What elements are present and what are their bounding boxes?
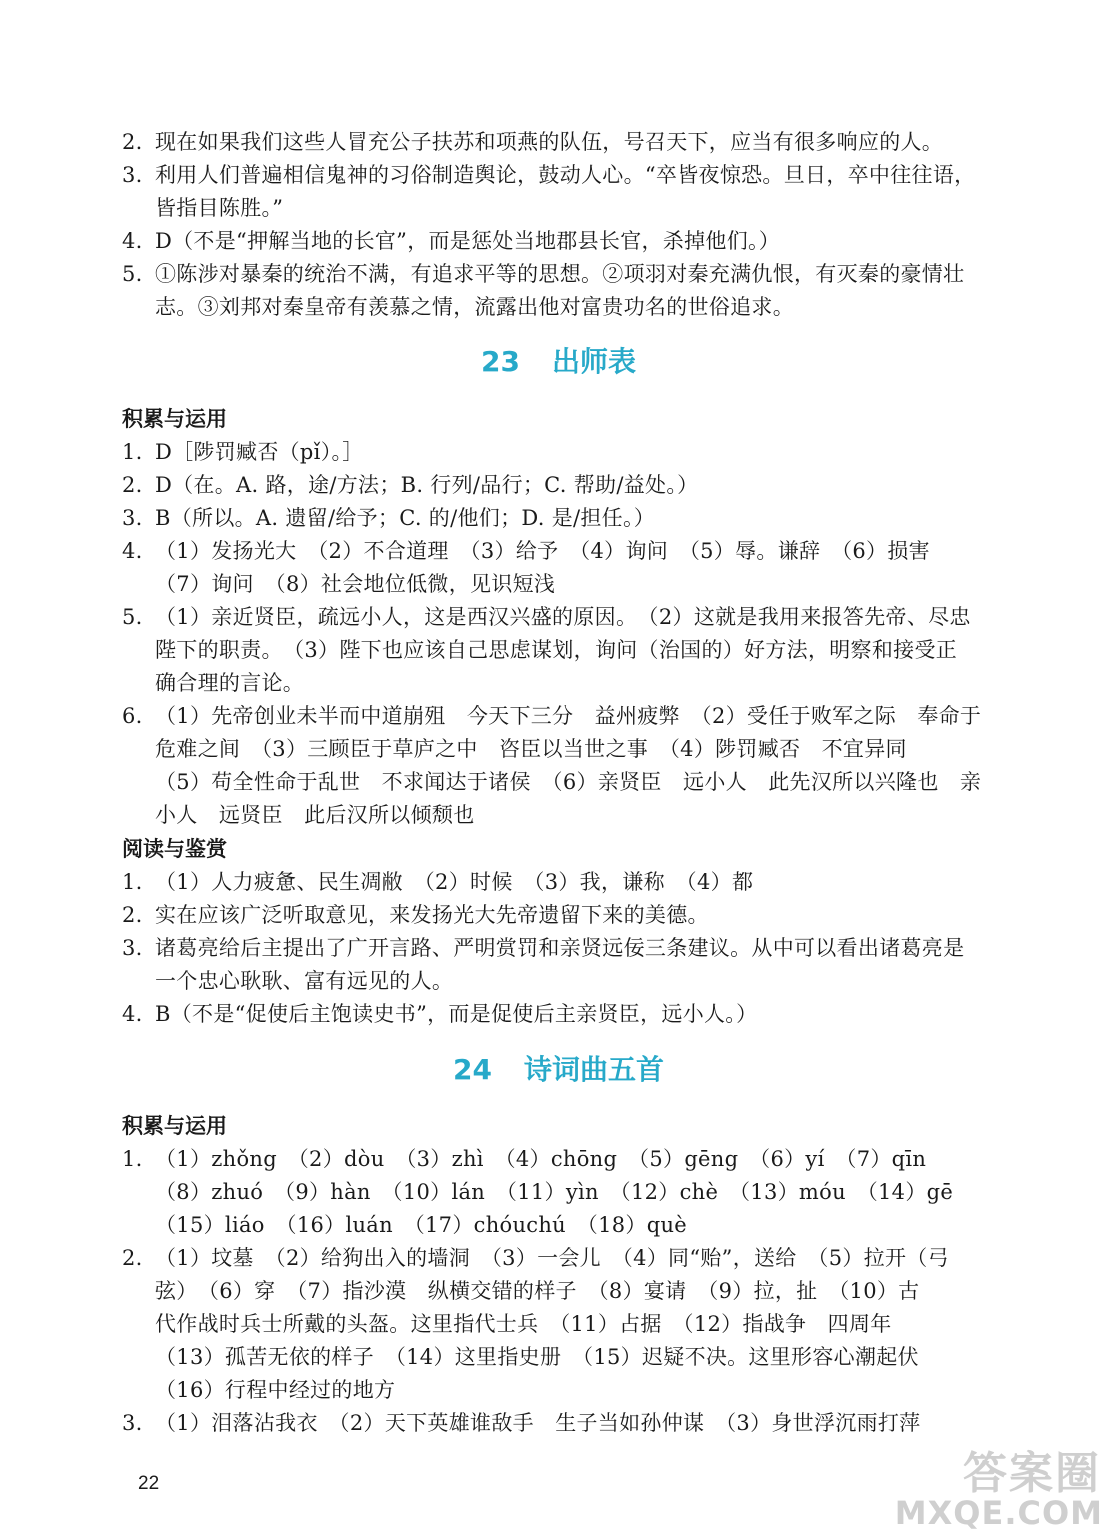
item-number: 5. xyxy=(122,605,143,629)
watermark-text: 答案圈 xyxy=(963,1448,1101,1499)
item-text: 弦） （6）穿 （7）指沙漠 纵横交错的样子 （8）宴请 （9）拉，扯 （10）古 xyxy=(155,1279,920,1303)
item-number: 4. xyxy=(122,229,143,253)
item-number: 2. xyxy=(122,1246,143,1270)
item-text: 小人 远贤臣 此后汉所以倾颓也 xyxy=(155,803,475,827)
item-text: （15）liáo （16）luán （17）chóuchú （18）què xyxy=(155,1213,688,1237)
item-number: 2. xyxy=(122,903,143,927)
item-text: 皆指目陈胜。” xyxy=(155,196,284,220)
item-text: （16）行程中经过的地方 xyxy=(155,1378,396,1402)
item-text: D（在。A. 路，途/方法；B. 行列/品行；C. 帮助/益处。） xyxy=(155,473,699,497)
item-text: 代作战时兵士所戴的头盔。这里指代士兵 （11）占据 （12）指战争 四周年 xyxy=(155,1312,892,1336)
item-text: 一个忠心耿耿、富有远见的人。 xyxy=(155,969,454,993)
item-number: 4. xyxy=(122,539,143,563)
item-text: （1）zhǒng （2）dòu （3）zhì （4）chōng （5）gēng （6）yí （7）qīn xyxy=(155,1147,927,1171)
item-number: 2. xyxy=(122,473,143,497)
item-number: 1. xyxy=(122,870,143,894)
section-subheading: 积累与运用 xyxy=(122,1114,227,1138)
item-text: B（所以。A. 遗留/给予；C. 的/他们；D. 是/担任。） xyxy=(155,506,656,530)
item-number: 3. xyxy=(122,936,143,960)
item-text: 实在应该广泛听取意见，来发扬光大先帝遗留下来的美德。 xyxy=(155,903,709,927)
item-text: （1）人力疲惫、民生凋敝 （2）时候 （3）我，谦称 （4）都 xyxy=(155,870,754,894)
item-text: 危难之间 （3）三顾臣于草庐之中 咨臣以当世之事 （4）陟罚臧否 不宜异同 xyxy=(155,737,907,761)
item-number: 3. xyxy=(122,506,143,530)
item-text: （13）孤苦无依的样子 （14）这里指史册 （15）迟疑不决。这里形容心潮起伏 xyxy=(155,1345,919,1369)
item-number: 3. xyxy=(122,163,143,187)
lesson-heading xyxy=(0,1050,1117,1090)
lesson-title: 诗词曲五首 xyxy=(523,1053,664,1086)
lesson-title: 出师表 xyxy=(551,345,636,378)
item-number: 1. xyxy=(122,1147,143,1171)
item-number: 5. xyxy=(122,262,143,286)
item-text: （1）坟墓 （2）给狗出入的墙洞 （3）一会儿 （4）同“贻”，送给 （5）拉开（弓 xyxy=(155,1246,949,1270)
item-text: 确合理的言论。 xyxy=(155,671,305,695)
item-text: （1）发扬光大 （2）不合道理 （3）给予 （4）询问 （5）辱。谦辞 （6）损害 xyxy=(155,539,930,563)
item-text: （1）亲近贤臣，疏远小人，这是西汉兴盛的原因。 （2）这就是我用来报答先帝、尽忠 xyxy=(155,605,971,629)
section-subheading: 积累与运用 xyxy=(122,407,227,431)
item-text: ①陈涉对暴秦的统治不满，有追求平等的思想。②项羽对秦充满仇恨，有灭秦的豪情壮 xyxy=(155,262,965,286)
item-text: D（不是“押解当地的长官”，而是惩处当地郡县长官，杀掉他们。） xyxy=(155,229,781,253)
item-text: （7）询问 （8）社会地位低微，见识短浅 xyxy=(155,572,556,596)
lesson-number: 23 xyxy=(481,345,520,378)
item-text: 志。③刘邦对秦皇帝有羡慕之情，流露出他对富贵功名的世俗追求。 xyxy=(155,295,794,319)
page-number: 22 xyxy=(138,1473,160,1494)
item-text: （1）先帝创业未半而中道崩殂 今天下三分 益州疲弊 （2）受任于败军之际 奉命于 xyxy=(155,704,982,728)
section-subheading: 阅读与鉴赏 xyxy=(122,837,227,861)
item-text: 诸葛亮给后主提出了广开言路、严明赏罚和亲贤远佞三条建议。从中可以看出诸葛亮是 xyxy=(155,936,965,960)
item-number: 2. xyxy=(122,130,143,154)
watermark-domain: MXQE.COM xyxy=(894,1494,1103,1532)
item-number: 4. xyxy=(122,1002,143,1026)
item-text: （8）zhuó （9）hàn （10）lán （11）yìn （12）chè （13）móu （14）gē xyxy=(155,1180,954,1204)
item-text: 利用人们普遍相信鬼神的习俗制造舆论，鼓动人心。“卒皆夜惊恐。旦日，卒中往往语， xyxy=(155,163,976,187)
lesson-number: 24 xyxy=(453,1053,492,1086)
item-text: D［陟罚臧否（pǐ）。］ xyxy=(155,440,364,464)
item-number: 6. xyxy=(122,704,143,728)
lesson-heading xyxy=(0,342,1117,382)
item-number: 1. xyxy=(122,440,143,464)
item-text: 陛下的职责。 （3）陛下也应该自己思虑谋划，询问（治国的）好方法，明察和接受正 xyxy=(155,638,958,662)
watermark-logo xyxy=(894,1437,1111,1532)
item-text: B（不是“促使后主饱读史书”，而是促使后主亲贤臣，远小人。） xyxy=(155,1002,758,1026)
item-text: 现在如果我们这些人冒充公子扶苏和项燕的队伍，号召天下，应当有很多响应的人。 xyxy=(155,130,944,154)
item-text: （5）苟全性命于乱世 不求闻达于诸侯 （6）亲贤臣 远小人 此先汉所以兴隆也 亲 xyxy=(155,770,982,794)
item-text: （1）泪落沾我衣 （2）天下英雄谁敌手 生子当如孙仲谋 （3）身世浮沉雨打萍 xyxy=(155,1411,921,1435)
item-number: 3. xyxy=(122,1411,143,1435)
